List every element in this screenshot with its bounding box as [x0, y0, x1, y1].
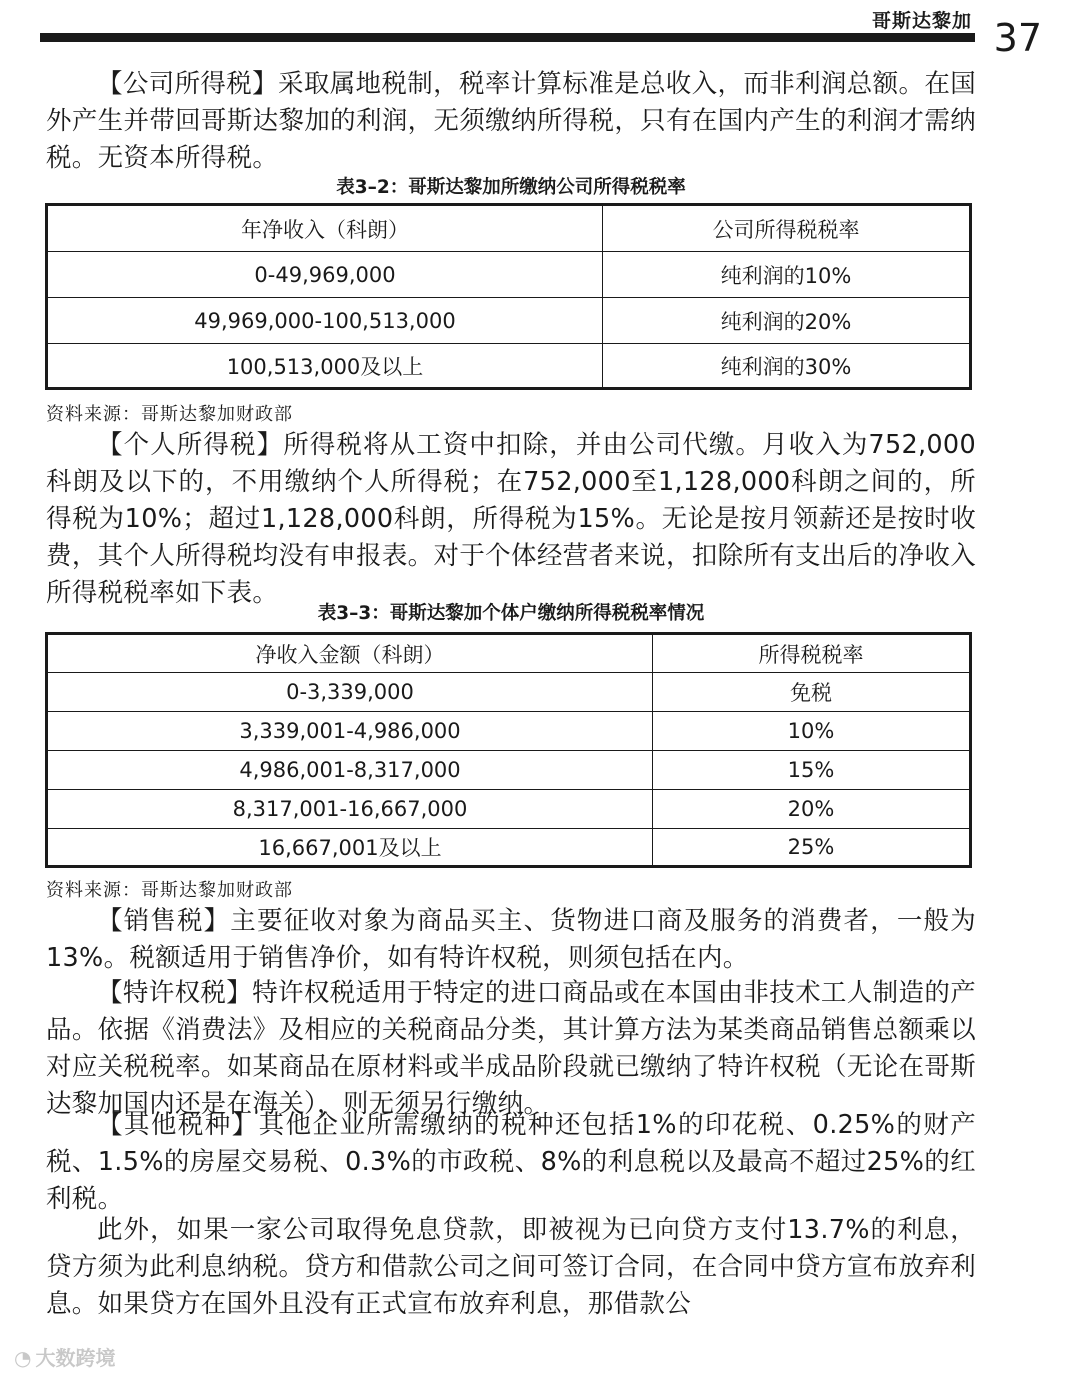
paragraph-sales-tax: 【销售税】主要征收对象为商品买主、货物进口商及服务的消费者，一般为13%。税额适用于销售净价，如有特许权税，则须包括在内。 [46, 906, 976, 973]
table-cell: 15% [653, 751, 971, 790]
paragraph-franchise-tax: 【特许权税】特许权税适用于特定的进口商品或在本国由非技术工人制造的产品。依据《消费法》及相应的关税商品分类，其计算方法为某类商品销售总额乘以对应关税税率。如某商品在原材料或半成品阶段就已缴纳了特许权税（无论在哥斯达黎加国内还是在海关），则无须另行缴纳。 [46, 978, 976, 1119]
table-row [47, 298, 971, 344]
table-cell: 纯利润的10% [603, 252, 971, 298]
watermark [14, 1342, 115, 1371]
table-cell: 49,969,000-100,513,000 [47, 298, 603, 344]
table-cell: 25% [653, 829, 971, 867]
table-cell: 16,667,001及以上 [47, 829, 653, 867]
table-header-cell: 公司所得税税率 [603, 205, 971, 252]
corporate-tax-table [45, 203, 972, 390]
table-row [47, 751, 971, 790]
header-rule [40, 33, 975, 42]
table-cell: 纯利润的30% [603, 344, 971, 389]
table-row [47, 673, 971, 712]
table-cell: 10% [653, 712, 971, 751]
paragraph-interest-loans: 此外，如果一家公司取得免息贷款，即被视为已向贷方支付13.7%的利息，贷方须为此利息纳税。贷方和借款公司之间可签订合同，在合同中贷方宣布放弃利息。如果贷方在国外且没有正式宣布放弃利息，那借款公 [46, 1215, 976, 1319]
page-number: 37 [993, 16, 1042, 60]
table-header-cell: 年净收入（科朗） [47, 205, 603, 252]
paragraph-personal-tax: 【个人所得税】所得税将从工资中扣除，并由公司代缴。月收入为752,000科朗及以下的，不用缴纳个人所得税；在752,000至1,128,000科朗之间的，所得税为10%；超过1,128,000科朗，所得税为15%。无论是按月领薪还是按时收费，其个人所得税均没有申报表。对于个体经营者来说，扣除所有支出后的净收入所得税税率如下表。 [46, 430, 976, 608]
table-cell: 0-3,339,000 [47, 673, 653, 712]
table-header-cell: 净收入金额（科朗） [47, 634, 653, 673]
table-header-row [47, 205, 971, 252]
paragraph-other-taxes: 【其他税种】其他企业所需缴纳的税种还包括1%的印花税、0.25%的财产税、1.5%的房屋交易税、0.3%的市政税、8%的利息税以及最高不超过25%的红利税。 [46, 1110, 976, 1214]
table-header-cell: 所得税税率 [653, 634, 971, 673]
table-row [47, 829, 971, 867]
table-header-row [47, 634, 971, 673]
table-cell: 8,317,001-16,667,000 [47, 790, 653, 829]
weibo-logo-icon: ◔ [14, 1346, 32, 1370]
table-cell: 100,513,000及以上 [47, 344, 603, 389]
table-row [47, 252, 971, 298]
page-header-title: 哥斯达黎加 [871, 10, 972, 32]
self-employed-tax-table [45, 632, 972, 868]
paragraph-corporate-tax: 【公司所得税】采取属地税制，税率计算标准是总收入，而非利润总额。在国外产生并带回哥斯达黎加的利润，无须缴纳所得税，只有在国内产生的利润才需纳税。无资本所得税。 [46, 69, 976, 173]
table2-caption: 表3–3：哥斯达黎加个体户缴纳所得税税率情况 [317, 603, 705, 624]
table-cell: 20% [653, 790, 971, 829]
table2-source: 资料来源：哥斯达黎加财政部 [46, 880, 293, 901]
table-row [47, 790, 971, 829]
table1-source: 资料来源：哥斯达黎加财政部 [46, 404, 293, 425]
table-cell: 4,986,001-8,317,000 [47, 751, 653, 790]
table-row [47, 712, 971, 751]
table-row [47, 344, 971, 389]
table-cell: 免税 [653, 673, 971, 712]
table-cell: 纯利润的20% [603, 298, 971, 344]
table-cell: 3,339,001-4,986,000 [47, 712, 653, 751]
watermark-text: 大数跨境 [35, 1346, 116, 1370]
table-cell: 0-49,969,000 [47, 252, 603, 298]
table1-caption: 表3–2：哥斯达黎加所缴纳公司所得税税率 [336, 177, 686, 198]
